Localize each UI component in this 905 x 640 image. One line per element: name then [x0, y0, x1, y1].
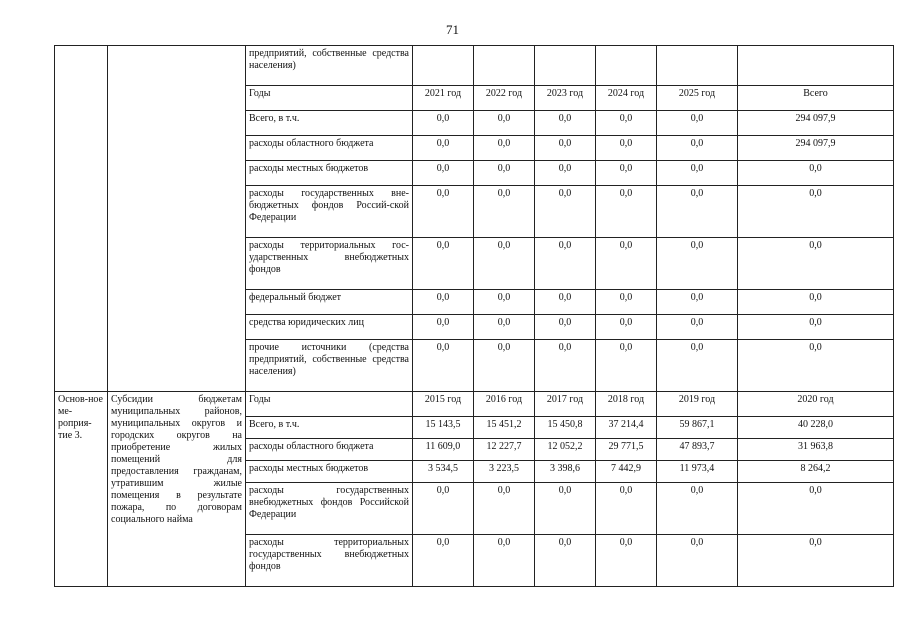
- value-cell: 0,0: [738, 290, 894, 315]
- value-cell: 0,0: [413, 290, 474, 315]
- value-cell: 0,0: [596, 238, 657, 290]
- table-row: [55, 46, 894, 86]
- value-cell: 3 398,6: [535, 461, 596, 483]
- value-cell: 11 609,0: [413, 439, 474, 461]
- row-label-cell: федеральный бюджет: [246, 290, 413, 315]
- budget-table: [54, 45, 894, 587]
- value-cell: 0,0: [535, 238, 596, 290]
- row-label-cell: расходы государственных вне-бюджетных фондов Россий-ской Федерации: [246, 186, 413, 238]
- empty-cell: [474, 46, 535, 86]
- years-label-cell: Годы: [246, 86, 413, 111]
- value-cell: 0,0: [535, 535, 596, 587]
- empty-cell: [535, 46, 596, 86]
- budget-table-body: [55, 46, 894, 587]
- value-cell: 29 771,5: [596, 439, 657, 461]
- value-cell: 0,0: [413, 111, 474, 136]
- value-cell: 12 227,7: [474, 439, 535, 461]
- row-label-cell: расходы территориальных государственных внебюджетных фондов: [246, 535, 413, 587]
- value-cell: 15 451,2: [474, 417, 535, 439]
- value-cell: 294 097,9: [738, 136, 894, 161]
- row-label-cell: расходы областного бюджета: [246, 136, 413, 161]
- value-cell: 0,0: [535, 483, 596, 535]
- measure-name-cell: Субсидии бюджетам муниципальных районов, муниципальных округов и городских округов на приобретение жилых помещений для предоставления гражданам, утратившим жилые помещения в результате пожара, по договорам социального найма: [108, 392, 246, 587]
- value-cell: 8 264,2: [738, 461, 894, 483]
- value-cell: 0,0: [474, 161, 535, 186]
- value-cell: 0,0: [596, 290, 657, 315]
- row-label-cell: расходы территориальных гос-ударственных внебюджетных фондов: [246, 238, 413, 290]
- value-cell: 0,0: [413, 315, 474, 340]
- value-cell: 3 534,5: [413, 461, 474, 483]
- year-header-cell: 2025 год: [657, 86, 738, 111]
- value-cell: 0,0: [738, 161, 894, 186]
- value-cell: 0,0: [738, 340, 894, 392]
- value-cell: 0,0: [596, 315, 657, 340]
- value-cell: 0,0: [596, 111, 657, 136]
- page-number: 71: [446, 22, 459, 37]
- value-cell: 0,0: [535, 186, 596, 238]
- row-label-cell: прочие источники (средства предприятий, собственные средства населения): [246, 340, 413, 392]
- value-cell: 0,0: [738, 238, 894, 290]
- value-cell: 0,0: [657, 315, 738, 340]
- measure-name-cell-empty: [108, 46, 246, 392]
- value-cell: 0,0: [596, 340, 657, 392]
- empty-cell: [413, 46, 474, 86]
- year-header-cell: 2021 год: [413, 86, 474, 111]
- value-cell: 0,0: [596, 161, 657, 186]
- year-header-cell: 2017 год: [535, 392, 596, 417]
- value-cell: 3 223,5: [474, 461, 535, 483]
- year-header-cell: 2020 год: [738, 392, 894, 417]
- row-label-cell: расходы местных бюджетов: [246, 161, 413, 186]
- table-row: [55, 392, 894, 417]
- row-label-cell: Всего, в т.ч.: [246, 111, 413, 136]
- value-cell: 0,0: [474, 136, 535, 161]
- value-cell: 0,0: [596, 535, 657, 587]
- year-header-cell: 2019 год: [657, 392, 738, 417]
- value-cell: 0,0: [474, 315, 535, 340]
- value-cell: 0,0: [535, 161, 596, 186]
- continuation-label-cell: предприятий, собственные средства населения): [246, 46, 413, 86]
- value-cell: 15 143,5: [413, 417, 474, 439]
- value-cell: 12 052,2: [535, 439, 596, 461]
- row-label-cell: расходы государственных внебюджетных фондов Российской Федерации: [246, 483, 413, 535]
- value-cell: 0,0: [657, 111, 738, 136]
- value-cell: 0,0: [474, 238, 535, 290]
- value-cell: 0,0: [657, 186, 738, 238]
- value-cell: 0,0: [474, 483, 535, 535]
- value-cell: 0,0: [738, 315, 894, 340]
- measure-code-cell-empty: [55, 46, 108, 392]
- value-cell: 47 893,7: [657, 439, 738, 461]
- value-cell: 0,0: [535, 136, 596, 161]
- value-cell: 0,0: [474, 290, 535, 315]
- year-header-cell: 2022 год: [474, 86, 535, 111]
- year-header-cell: 2024 год: [596, 86, 657, 111]
- year-header-cell: 2018 год: [596, 392, 657, 417]
- value-cell: 0,0: [657, 483, 738, 535]
- value-cell: 0,0: [657, 161, 738, 186]
- value-cell: 59 867,1: [657, 417, 738, 439]
- value-cell: 0,0: [657, 136, 738, 161]
- value-cell: 0,0: [596, 136, 657, 161]
- row-label-cell: Всего, в т.ч.: [246, 417, 413, 439]
- year-header-cell: Всего: [738, 86, 894, 111]
- value-cell: 7 442,9: [596, 461, 657, 483]
- year-header-cell: 2023 год: [535, 86, 596, 111]
- value-cell: 0,0: [535, 111, 596, 136]
- row-label-cell: средства юридических лиц: [246, 315, 413, 340]
- measure-code-cell: Основ-ное ме-роприя-тие 3.: [55, 392, 108, 587]
- value-cell: 0,0: [413, 535, 474, 587]
- value-cell: 0,0: [413, 483, 474, 535]
- empty-cell: [657, 46, 738, 86]
- year-header-cell: 2016 год: [474, 392, 535, 417]
- value-cell: 294 097,9: [738, 111, 894, 136]
- value-cell: 37 214,4: [596, 417, 657, 439]
- value-cell: 0,0: [535, 315, 596, 340]
- value-cell: 0,0: [738, 186, 894, 238]
- row-label-cell: расходы местных бюджетов: [246, 461, 413, 483]
- value-cell: 0,0: [657, 238, 738, 290]
- row-label-cell: расходы областного бюджета: [246, 439, 413, 461]
- value-cell: 0,0: [474, 535, 535, 587]
- value-cell: 0,0: [474, 340, 535, 392]
- value-cell: 0,0: [738, 483, 894, 535]
- value-cell: 0,0: [596, 483, 657, 535]
- year-header-cell: 2015 год: [413, 392, 474, 417]
- value-cell: 0,0: [596, 186, 657, 238]
- value-cell: 0,0: [413, 238, 474, 290]
- years-label-cell: Годы: [246, 392, 413, 417]
- value-cell: 0,0: [535, 340, 596, 392]
- value-cell: 0,0: [657, 340, 738, 392]
- value-cell: 0,0: [535, 290, 596, 315]
- value-cell: 40 228,0: [738, 417, 894, 439]
- value-cell: 0,0: [474, 186, 535, 238]
- value-cell: 15 450,8: [535, 417, 596, 439]
- empty-cell: [596, 46, 657, 86]
- value-cell: 11 973,4: [657, 461, 738, 483]
- value-cell: 0,0: [738, 535, 894, 587]
- value-cell: 0,0: [657, 290, 738, 315]
- value-cell: 0,0: [413, 161, 474, 186]
- value-cell: 0,0: [413, 340, 474, 392]
- empty-cell: [738, 46, 894, 86]
- value-cell: 0,0: [474, 111, 535, 136]
- value-cell: 0,0: [413, 136, 474, 161]
- value-cell: 0,0: [657, 535, 738, 587]
- value-cell: 31 963,8: [738, 439, 894, 461]
- value-cell: 0,0: [413, 186, 474, 238]
